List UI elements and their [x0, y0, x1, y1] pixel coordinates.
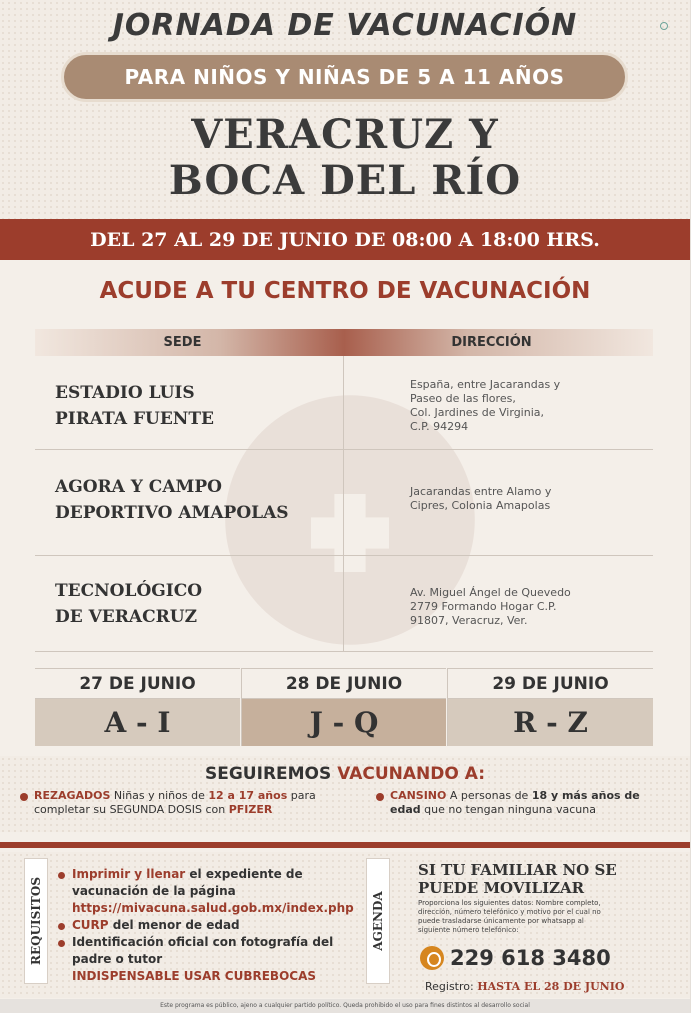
bullet-icon [20, 793, 28, 801]
schedule [35, 668, 653, 746]
poster-title: JORNADA DE VACUNACIÓN [112, 8, 578, 43]
requisito-line [72, 934, 333, 951]
table-header [35, 329, 653, 356]
requisito-highlight: CURP [72, 918, 109, 932]
seguiremos-title-b: VACUNANDO A: [337, 764, 485, 784]
direccion-line: España, entre Jacarandas y [410, 378, 561, 391]
requisito-highlight: Imprimir y llenar [72, 867, 186, 881]
sede-line: ESTADIO LUIS [55, 383, 195, 403]
registro-deadline [425, 980, 624, 993]
sede-line: PIRATA FUENTE [55, 409, 214, 429]
requisito-text: del menor de edad [108, 918, 240, 932]
rezagados-text-2: para [287, 789, 316, 802]
city-line-2: BOCA DEL RÍO [168, 157, 522, 204]
phone-number[interactable] [420, 946, 611, 970]
requisito-line [72, 917, 240, 934]
rezagados-age: 12 a 17 años [208, 789, 288, 802]
registro-date: HASTA EL 28 DE JUNIO [477, 980, 625, 993]
header-direccion: DIRECCIÓN [451, 335, 532, 350]
city-line-1: VERACRUZ Y [191, 111, 499, 158]
direccion-line: Col. Jardines de Virginia, [410, 406, 544, 419]
requisito-text: padre o tutor [72, 952, 163, 966]
rezagados-text-3: completar su SEGUNDA DOSIS con [34, 803, 229, 816]
familiar-title [418, 861, 668, 897]
corner-mark-icon [660, 22, 668, 30]
requisito-text: vacunación de la página [72, 884, 236, 898]
schedule-date: 27 DE JUNIO [35, 668, 240, 699]
pfizer-label: PFIZER [228, 803, 273, 816]
instruction-line: dirección, número telefónico y motivo por el cual no [418, 908, 601, 916]
direccion-cell [410, 485, 551, 513]
instruction-line: Proporciona los siguientes datos: Nombre completo, [418, 899, 601, 907]
cta-heading: ACUDE A TU CENTRO DE VACUNACIÓN [99, 278, 591, 304]
bullet-icon [376, 793, 384, 801]
requisito-text: el expediente de [185, 867, 303, 881]
seguiremos-title-a: SEGUIREMOS [205, 764, 338, 784]
rezagados-text-1: Niñas y niños de [110, 789, 209, 802]
age-banner [61, 52, 628, 102]
bullet-icon [58, 940, 65, 947]
requisito-link: https://mivacuna.salud.gob.mx/index.php [72, 901, 354, 915]
direccion-line: Jacarandas entre Alamo y [410, 485, 552, 498]
direccion-line: Av. Miguel Ángel de Quevedo [410, 586, 571, 599]
sede-line: DEPORTIVO AMAPOLAS [55, 503, 289, 523]
schedule-day [241, 668, 446, 746]
requisito-line [72, 883, 236, 900]
bullet-icon [58, 923, 65, 930]
direccion-line: 2779 Formando Hogar C.P. [410, 600, 557, 613]
schedule-day [447, 668, 653, 746]
schedule-date: 29 DE JUNIO [448, 668, 653, 699]
legal-footer: Este programa es público, ajeno a cualquier partido político. Queda prohibido el uso para fines distintos al desarrollo social [0, 999, 690, 1013]
requisito-line [72, 968, 316, 985]
requisito-line [72, 951, 162, 968]
schedule-day [35, 668, 240, 746]
direccion-cell [410, 378, 560, 434]
schedule-letters: J - Q [242, 699, 446, 746]
schedule-letters: R - Z [448, 699, 653, 746]
familiar-title-line: SI TU FAMILIAR NO SE [418, 861, 617, 879]
header-sede: SEDE [163, 335, 202, 350]
cansino-text-2: edad [390, 803, 421, 816]
rezagados-label: REZAGADOS [34, 789, 111, 802]
direccion-cell [410, 586, 571, 628]
seguiremos-section [0, 756, 690, 832]
sede-cell [55, 578, 202, 630]
cansino-text [390, 789, 680, 817]
sede-cell [55, 474, 289, 526]
cansino-text-1: A personas de [446, 789, 532, 802]
requisito-text: Identificación oficial con fotografía del [72, 935, 334, 949]
familiar-title-line: PUEDE MOVILIZAR [418, 879, 585, 897]
requisitos-tab [24, 858, 48, 984]
sede-cell [55, 380, 214, 432]
phone-text: 229 618 3480 [450, 946, 611, 970]
bullet-icon [58, 872, 65, 879]
bottom-section [0, 852, 690, 998]
separator-band [0, 842, 690, 848]
table-row [35, 556, 653, 652]
sede-line: AGORA Y CAMPO [55, 477, 222, 497]
schedule-letters: A - I [35, 699, 240, 746]
requisito-line [72, 900, 354, 917]
page-edge [690, 0, 697, 1013]
agenda-tab [366, 858, 390, 984]
familiar-instructions [418, 899, 658, 935]
age-banner-text: PARA NIÑOS Y NIÑAS DE 5 A 11 AÑOS [124, 65, 565, 89]
dates-band: DEL 27 AL 29 DE JUNIO DE 08:00 A 18:00 HRS. [0, 219, 690, 260]
instruction-line: siguiente número telefónico: [418, 926, 519, 934]
sede-line: TECNOLÓGICO [55, 581, 203, 601]
instruction-line: puede trasladarse únicamente por whatsapp al [418, 917, 584, 925]
requisito-highlight: INDISPENSABLE USAR CUBREBOCAS [72, 969, 317, 983]
cansino-label: CANSINO [390, 789, 447, 802]
city-title [0, 112, 690, 204]
rezagados-text [34, 789, 354, 817]
table-row [35, 450, 653, 556]
registro-label: Registro: [425, 980, 478, 993]
direccion-line: Paseo de las flores, [410, 392, 516, 405]
seguiremos-title [0, 764, 690, 784]
agenda-tab-label: AGENDA [371, 891, 385, 951]
direccion-line: 91807, Veracruz, Ver. [410, 614, 528, 627]
schedule-date: 28 DE JUNIO [242, 668, 446, 699]
whatsapp-icon [420, 946, 444, 970]
direccion-line: C.P. 94294 [410, 420, 469, 433]
cansino-age: 18 y más años de [531, 789, 640, 802]
requisitos-tab-label: REQUISITOS [29, 877, 43, 965]
table-row [35, 356, 653, 450]
requisito-line [72, 866, 303, 883]
cansino-text-3: que no tengan ninguna vacuna [420, 803, 596, 816]
sede-line: DE VERACRUZ [55, 607, 197, 627]
direccion-line: Cipres, Colonia Amapolas [410, 499, 551, 512]
